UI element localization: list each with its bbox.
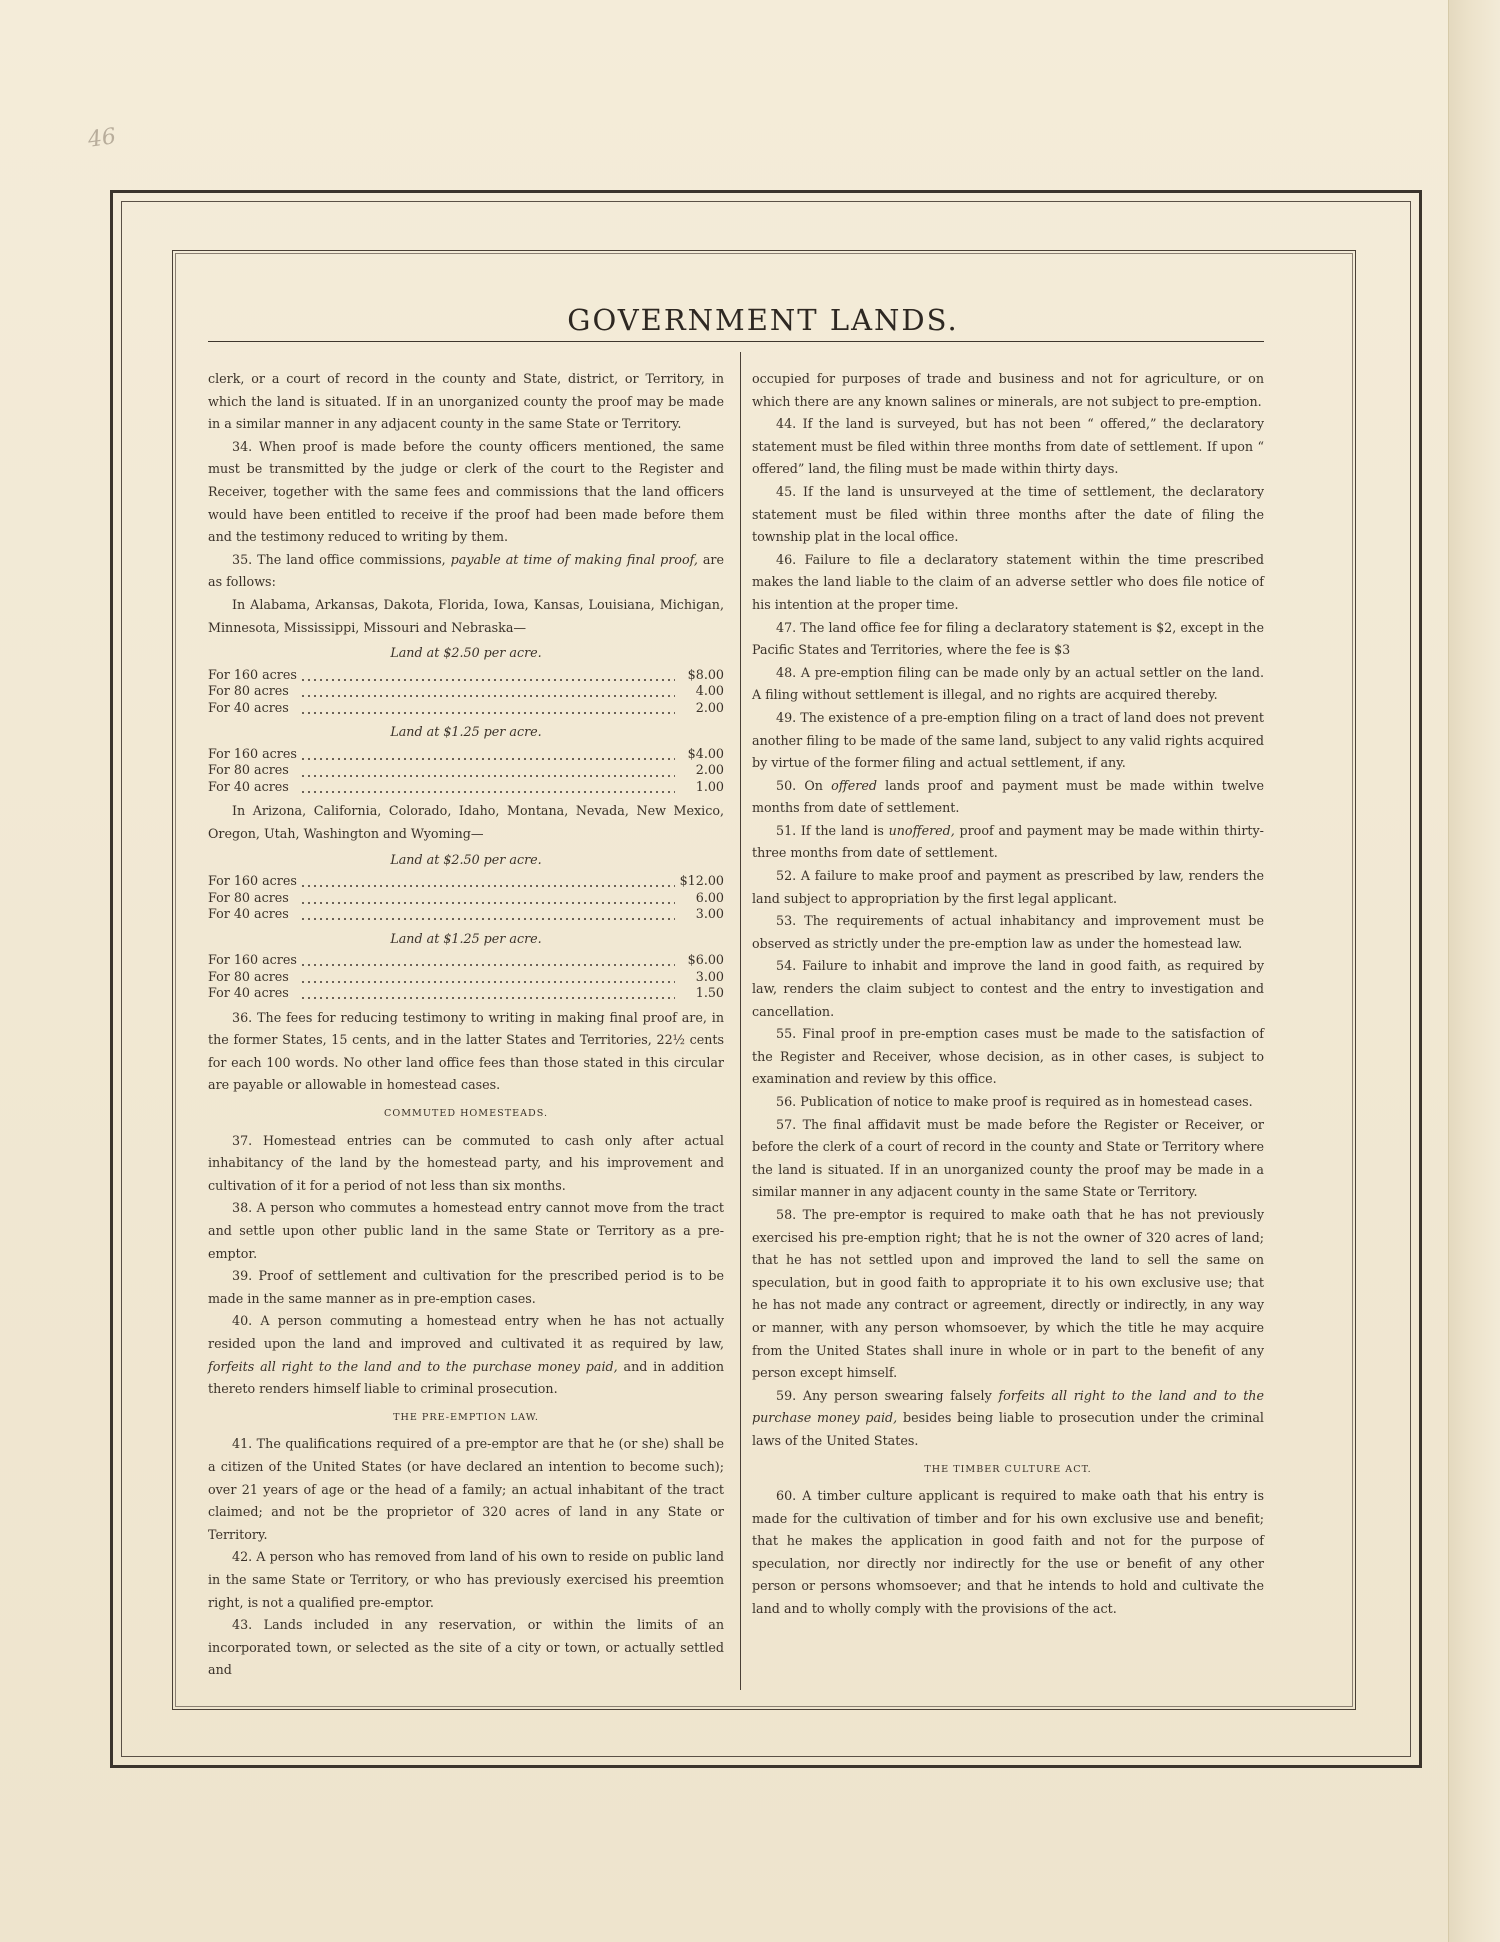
paragraph-40-end: and in addition thereto renders himself liable to criminal prosecution. bbox=[208, 1358, 725, 1397]
page-edge bbox=[1448, 0, 1500, 1942]
dot-leader bbox=[300, 952, 675, 968]
fee-row bbox=[208, 779, 724, 796]
states-group-2: In Arizona, California, Colorado, Idaho, Montana, Nevada, New Mexico, Oregon, Utah, Washington and Wyoming— bbox=[208, 803, 724, 841]
dot-leader bbox=[300, 873, 675, 889]
fee-amount: 3.00 bbox=[695, 906, 724, 922]
paragraph-51-end: proof and payment may be made within thirty-three months from date of settlement. bbox=[752, 822, 1264, 861]
fee-label: For 40 acres bbox=[208, 778, 289, 794]
paragraph-51-italic: unoffered, bbox=[888, 822, 955, 838]
dot-leader bbox=[300, 906, 675, 922]
page-title: GOVERNMENT LANDS. bbox=[567, 303, 959, 338]
fee-label: For 160 acres bbox=[208, 666, 297, 682]
paragraph-35-end: are as follows: bbox=[208, 551, 724, 590]
paragraph-59 bbox=[752, 1385, 1264, 1453]
paragraph-53: 53. The requirements of actual inhabitancy and improvement must be observed as strictly under the pre-emption law as under the homestead law. bbox=[752, 913, 1264, 951]
fee-amount: 6.00 bbox=[695, 889, 724, 905]
paragraph-35-start: 35. The land office commissions, bbox=[232, 551, 446, 567]
paragraph-continuation: clerk, or a court of record in the county and State, district, or Territory, in which the land is situated. If in an unorganized county the proof may be made in a similar manner in any adjacent county in the same State or Territory. bbox=[208, 371, 724, 432]
fee-label: For 80 acres bbox=[208, 683, 289, 699]
fee-amount: $4.00 bbox=[687, 745, 724, 761]
fee-row bbox=[208, 969, 724, 986]
column-divider bbox=[740, 352, 741, 1690]
fee-amount: $12.00 bbox=[679, 873, 724, 889]
paragraph-60: 60. A timber culture applicant is required to make oath that his entry is made for the cultivation of timber and for his own exclusive use and benefit; that he makes the application in good faith and not for the purpose of speculation, nor directly nor indirectly for the use or benefit of any other person or persons whomsoever; and that he intends to hold and cultivate the land and to wholly comply with the provisions of the act. bbox=[752, 1488, 1264, 1617]
paragraph-50-end: lands proof and payment must be made within twelve months from date of settlement. bbox=[752, 777, 1264, 816]
fee-amount: 1.50 bbox=[695, 985, 724, 1001]
fee-amount: $8.00 bbox=[687, 666, 724, 682]
paragraph-41: 41. The qualifications required of a pre-emptor are that he (or she) shall be a citizen of the United States (or have declared an intention to become such); over 21 years of age or the head of a family; an actual inhabitant of the tract claimed; and not be the proprietor of 320 acres of land in any State or Territory. bbox=[208, 1436, 724, 1542]
paragraph-46: 46. Failure to file a declaratory statement within the time prescribed makes the land liable to the claim of an adverse settler who does file notice of his intention at the proper time. bbox=[752, 551, 1264, 612]
title-rule bbox=[208, 341, 1264, 342]
dot-leader bbox=[300, 985, 675, 1001]
fee-row bbox=[208, 906, 724, 923]
fee-label: For 80 acres bbox=[208, 968, 289, 984]
paragraph-49: 49. The existence of a pre-emption filing on a tract of land does not prevent another filing to be made of the same land, subject to any valid rights acquired by virtue of the former filing and actual settlement, if any. bbox=[752, 709, 1264, 771]
fee-label: For 80 acres bbox=[208, 889, 289, 905]
paragraph-48: 48. A pre-emption filing can be made only by an actual settler on the land. A filing without settlement is illegal, and no rights are acquired thereby. bbox=[752, 664, 1264, 703]
paragraph-50-start: 50. On bbox=[776, 777, 823, 793]
fee-row bbox=[208, 683, 724, 700]
paragraph-35 bbox=[208, 549, 724, 594]
fee-row bbox=[208, 890, 724, 907]
fee-table-caption: Land at $1.25 per acre. bbox=[390, 930, 542, 946]
fee-row bbox=[208, 746, 724, 763]
fee-label: For 80 acres bbox=[208, 762, 289, 778]
paragraph-37: 37. Homestead entries can be commuted to cash only after actual inhabitancy of the land by the homestead party, and his improvement and cultivation of it for a period of not less than six months. bbox=[208, 1132, 724, 1193]
paragraph-55: 55. Final proof in pre-emption cases must be made to the satisfaction of the Register and Receiver, whose decision, as in other cases, is subject to examination and review by this office. bbox=[752, 1026, 1264, 1087]
fee-row bbox=[208, 762, 724, 779]
fee-table bbox=[208, 952, 724, 1002]
dot-leader bbox=[300, 667, 675, 683]
fee-row bbox=[208, 667, 724, 684]
dot-leader bbox=[300, 779, 675, 795]
paragraph-continuation: occupied for purposes of trade and business and not for agriculture, or on which there are any known salines or minerals, are not subject to pre-emption. bbox=[752, 371, 1264, 409]
section-heading-commuted-homesteads: COMMUTED HOMESTEADS. bbox=[383, 1108, 548, 1120]
dot-leader bbox=[300, 746, 675, 762]
fee-amount: 4.00 bbox=[695, 683, 724, 699]
paragraph-56: 56. Publication of notice to make proof is required as in homestead cases. bbox=[776, 1094, 1253, 1109]
paragraph-51-start: 51. If the land is bbox=[776, 822, 884, 838]
paragraph-36: 36. The fees for reducing testimony to writing in making final proof are, in the former States, 15 cents, and in the latter States and Territories, 22½ cents for each 100 words. No other land office fees than those stated in this circular are payable or allowable in homestead cases. bbox=[208, 1009, 724, 1093]
paragraph-47: 47. The land office fee for filing a declaratory statement is $2, except in the Pacific States and Territories, where the fee is $3 bbox=[752, 619, 1264, 658]
paragraph-52: 52. A failure to make proof and payment as prescribed by law, renders the land subject to appropriation by the first legal applicant. bbox=[752, 868, 1264, 906]
paragraph-50 bbox=[752, 775, 1264, 820]
paragraph-59-start: 59. Any person swearing falsely bbox=[776, 1387, 992, 1403]
right-column bbox=[752, 368, 1264, 1621]
paragraph-34: 34. When proof is made before the county officers mentioned, the same must be transmitted by the judge or clerk of the court to the Register and Receiver, together with the same fees and commissions that the land officers would have been entitled to receive if the proof had been made before them and the testimony reduced to writing by them. bbox=[208, 438, 724, 545]
pencil-page-number: 46 bbox=[86, 124, 118, 153]
paragraph-45: 45. If the land is unsurveyed at the time of settlement, the declaratory statement must be filed within three months after the date of filing the township plat in the local office. bbox=[752, 483, 1264, 545]
paragraph-40-italic: forfeits all right to the land and to the purchase money paid, bbox=[208, 1358, 618, 1374]
fee-row bbox=[208, 873, 724, 890]
paragraph-38: 38. A person who commutes a homestead entry cannot move from the tract and settle upon other public land in the same State or Territory as a pre-emptor. bbox=[208, 1200, 724, 1261]
fee-amount: 2.00 bbox=[695, 762, 724, 778]
fee-table-caption: Land at $2.50 per acre. bbox=[390, 645, 542, 661]
fee-amount: $6.00 bbox=[687, 952, 724, 968]
fee-label: For 40 acres bbox=[208, 906, 289, 922]
fee-label: For 160 acres bbox=[208, 952, 297, 968]
paragraph-39: 39. Proof of settlement and cultivation for the prescribed period is to be made in the same manner as in pre-emption cases. bbox=[208, 1268, 724, 1306]
dot-leader bbox=[300, 969, 675, 985]
paragraph-50-italic: offered bbox=[831, 777, 877, 793]
fee-amount: 2.00 bbox=[695, 699, 724, 715]
section-heading-timber-culture-act: THE TIMBER CULTURE ACT. bbox=[924, 1463, 1092, 1475]
fee-table bbox=[208, 667, 724, 717]
paragraph-40 bbox=[208, 1310, 724, 1400]
paragraph-40-start: 40. A person commuting a homestead entry when he has not actually resided upon the land and improved and cultivated it as required by law, bbox=[208, 1313, 724, 1351]
paragraph-59-italic: forfeits all right to the land and to the purchase money paid, bbox=[752, 1387, 1264, 1426]
paragraph-54: 54. Failure to inhabit and improve the land in good faith, as required by law, renders the claim subject to contest and the entry to investigation and cancellation. bbox=[752, 958, 1264, 1019]
paragraph-35-italic: payable at time of making final proof, bbox=[450, 551, 698, 567]
fee-label: For 40 acres bbox=[208, 985, 289, 1001]
paragraph-57: 57. The final affidavit must be made before the Register or Receiver, or before the clerk of a court of record in the county and State or Territory where the land is situated. If in an unorganized county the proof may be made in a similar manner in any adjacent county in the same State or Territory. bbox=[752, 1116, 1264, 1200]
dot-leader bbox=[300, 683, 675, 699]
section-heading-pre-emption-law: THE PRE-EMPTION LAW. bbox=[393, 1411, 539, 1423]
fee-row bbox=[208, 985, 724, 1002]
dot-leader bbox=[300, 763, 675, 779]
fee-table-caption: Land at $2.50 per acre. bbox=[390, 851, 542, 867]
fee-amount: 1.00 bbox=[695, 778, 724, 794]
states-group-1: In Alabama, Arkansas, Dakota, Florida, Iowa, Kansas, Louisiana, Michigan, Minnesota, Mississippi, Missouri and Nebraska— bbox=[208, 596, 724, 635]
fee-table bbox=[208, 746, 724, 796]
fee-label: For 40 acres bbox=[208, 699, 289, 715]
paragraph-58: 58. The pre-emptor is required to make oath that he has not previously exercised his pre-emption right; that he is not the owner of 320 acres of land; that he has not settled upon and improved the land to sell the same on speculation, but in good faith to appropriate it to his own exclusive use; that he has not made any contract or agreement, directly or indirectly, in any way or manner, with any person whomsoever, by which the title he may acquire from the United States shall inure in whole or in part to the benefit of any person except himself. bbox=[752, 1206, 1264, 1381]
left-column bbox=[208, 368, 724, 1682]
fee-table bbox=[208, 873, 724, 923]
paragraph-43: 43. Lands included in any reservation, or within the limits of an incorporated town, or selected as the site of a city or town, or actually settled and bbox=[208, 1617, 724, 1678]
fee-table-caption: Land at $1.25 per acre. bbox=[390, 724, 542, 740]
paragraph-44: 44. If the land is surveyed, but has not been “ offered,” the declaratory statement must be filed within three months from date of settlement. If upon “ offered” land, the filing must be made within thirty days. bbox=[752, 416, 1264, 477]
fee-row bbox=[208, 952, 724, 969]
paragraph-51 bbox=[752, 820, 1264, 865]
paragraph-42: 42. A person who has removed from land of his own to reside on public land in the same State or Territory, or who has previously exercised his preemtion right, is not a qualified pre-emptor. bbox=[208, 1549, 724, 1610]
paragraph-59-end: besides being liable to prosecution under the criminal laws of the United States. bbox=[752, 1410, 1264, 1448]
dot-leader bbox=[300, 890, 675, 906]
fee-amount: 3.00 bbox=[695, 968, 724, 984]
fee-label: For 160 acres bbox=[208, 873, 297, 889]
fee-row bbox=[208, 700, 724, 717]
fee-label: For 160 acres bbox=[208, 745, 297, 761]
dot-leader bbox=[300, 700, 675, 716]
